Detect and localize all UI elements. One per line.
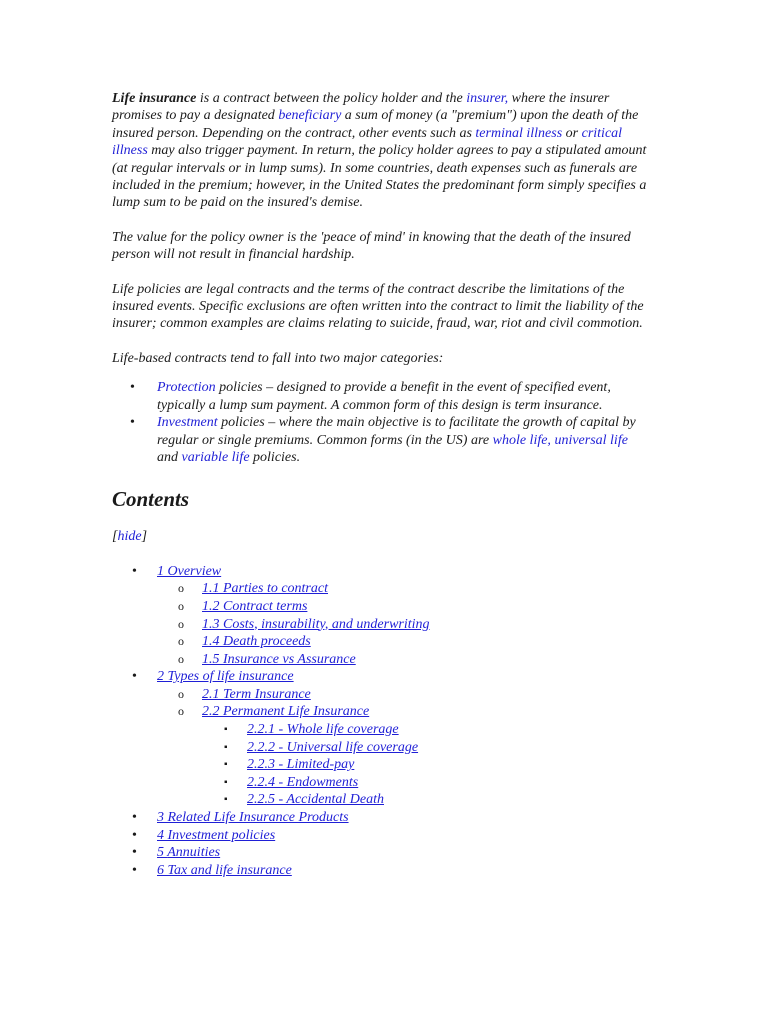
article-body: [112, 90, 652, 879]
hide-toc-link[interactable]: hide: [117, 529, 142, 545]
toc-label: Insurance vs Assurance: [223, 651, 356, 667]
toc-number: 6: [157, 862, 164, 878]
link-universal-life[interactable]: universal life: [554, 432, 628, 448]
toc-number: 4: [157, 827, 164, 843]
toc-item: [112, 598, 652, 616]
toc-number: 2: [157, 669, 164, 685]
toc-item: [112, 756, 652, 774]
toc-label: - Whole life coverage: [278, 722, 399, 738]
toc-number: 2.2.1: [247, 722, 275, 738]
toc-item: [112, 774, 652, 792]
toc-item: [112, 580, 652, 598]
toc-number: 1.5: [202, 651, 220, 667]
link-beneficiary[interactable]: beneficiary: [278, 108, 342, 124]
contents-heading: Contents: [112, 487, 190, 512]
toc-label: Annuities: [167, 845, 221, 861]
bracket-close: ]: [141, 529, 148, 545]
toc-number: 2.2.2: [247, 739, 275, 755]
toc-item: [112, 686, 652, 704]
link-terminal-illness[interactable]: terminal illness: [475, 125, 563, 141]
toc-link[interactable]: [157, 845, 220, 860]
toc-item: [112, 668, 652, 686]
toc-item: [112, 616, 652, 634]
toc-item: [112, 721, 652, 739]
toc-link[interactable]: [202, 581, 328, 596]
toc-number: 1.2: [202, 598, 220, 614]
toc-label: Contract terms: [223, 598, 308, 614]
text-span: where the insurer promises to pay a designated: [112, 91, 610, 124]
link-critical-illness[interactable]: critical illness: [112, 125, 623, 159]
toc-link[interactable]: [247, 792, 384, 807]
toc-number: 3: [157, 810, 164, 826]
toc-item: [112, 633, 652, 651]
toc-label: Types of life insurance: [167, 669, 294, 685]
toc-number: 1: [157, 563, 164, 579]
toc-label: - Limited-pay: [278, 757, 355, 773]
toc-number: 1.3: [202, 616, 220, 632]
toc-label: Investment policies: [167, 827, 276, 843]
toc-label: Related Life Insurance Products: [167, 810, 349, 826]
toc-link[interactable]: [157, 863, 292, 878]
toc-label: Parties to contract: [223, 581, 328, 597]
toc-label: - Universal life coverage: [278, 739, 419, 755]
text-span: a sum of money (a "premium") upon the death of the insured person. Depending on the contract, other events such as: [112, 108, 639, 141]
toc-label: Costs, insurability, and underwriting: [223, 616, 430, 632]
toc-label: Death proceeds: [223, 634, 311, 650]
value-paragraph: The value for the policy owner is the 'peace of mind' in knowing that the death of the insured person will not result in financial hardship.: [112, 229, 631, 263]
text-span: policies.: [249, 449, 301, 465]
category-list: [112, 379, 652, 466]
text-span: or: [562, 125, 582, 141]
list-item-protection: [112, 379, 652, 414]
toc-link[interactable]: [157, 828, 275, 843]
toc-item: [112, 703, 652, 721]
policies-paragraph: Life policies are legal contracts and the terms of the contract describe the limitations of the insured events. Specific exclusions are often written into the contract to limit the liability of the insurer; common examples are claims relating to suicide, fraud, war, riot and civil commotion.: [112, 281, 644, 332]
toc-link[interactable]: [202, 599, 307, 614]
term-life-insurance: Life insurance: [112, 91, 197, 106]
toc-label: Permanent Life Insurance: [223, 704, 370, 720]
toc-number: 2.2.4: [247, 774, 275, 790]
toc-item: [112, 827, 652, 845]
toc-item: [112, 563, 652, 581]
toc-link[interactable]: [202, 634, 311, 649]
text-span: may also trigger payment. In return, the policy holder agrees to pay a stipulated amount (at regular intervals or in lump sums). In some countries, death expenses such as funerals are included in the premium; however, in the United States the predominant form simply specifies a lump sum to be paid on the insured's demise.: [112, 143, 647, 211]
text-span: policies – designed to provide a benefit in the event of specified event, typically a lump sum payment. A common form of this design is term insurance.: [157, 380, 611, 413]
toc-item: [112, 809, 652, 827]
list-item-investment: [112, 414, 652, 466]
toc-number: 2.1: [202, 686, 220, 702]
toc-item: [112, 739, 652, 757]
table-of-contents: [112, 563, 652, 880]
toc-link[interactable]: [247, 722, 399, 737]
bracket-open: [: [112, 529, 118, 545]
link-investment[interactable]: Investment: [157, 415, 218, 431]
link-whole-life[interactable]: whole life,: [492, 432, 551, 448]
link-variable-life[interactable]: variable life: [181, 449, 250, 465]
toc-number: 1.1: [202, 581, 220, 597]
toc-number: 2.2.5: [247, 792, 275, 808]
toc-number: 2.2: [202, 704, 220, 720]
toc-link[interactable]: [247, 775, 358, 790]
toc-link[interactable]: [202, 687, 311, 702]
toc-label: - Accidental Death: [278, 792, 384, 808]
toc-label: Term Insurance: [223, 686, 311, 702]
link-protection[interactable]: Protection: [157, 380, 216, 396]
toc-link[interactable]: [202, 704, 369, 719]
toc-label: Tax and life insurance: [167, 862, 292, 878]
toc-link[interactable]: [157, 810, 349, 825]
toc-number: 5: [157, 845, 164, 861]
text-span: is a contract between the policy holder and the: [196, 91, 467, 106]
text-span: policies – where the main objective is to facilitate the growth of capital by regular or single premiums. Common forms (in the US) are: [157, 415, 636, 448]
categories-intro: Life-based contracts tend to fall into two major categories:: [112, 350, 444, 366]
toc-number: 2.2.3: [247, 757, 275, 773]
toc-link[interactable]: [157, 564, 221, 579]
text-span: and: [157, 449, 182, 465]
toc-item: [112, 651, 652, 669]
link-insurer[interactable]: insurer,: [466, 91, 509, 106]
toc-item: [112, 862, 652, 880]
toc-label: - Endowments: [278, 774, 359, 790]
toc-item: [112, 791, 652, 809]
toc-link[interactable]: [247, 740, 418, 755]
toc-link[interactable]: [157, 669, 294, 684]
intro-paragraph: [112, 90, 652, 212]
toc-number: 1.4: [202, 634, 220, 650]
toc-label: Overview: [167, 563, 222, 579]
toc-link[interactable]: [202, 617, 430, 632]
toc-link[interactable]: [202, 652, 356, 667]
toc-link[interactable]: [247, 757, 354, 772]
hide-toggle-line: [112, 528, 652, 545]
toc-item: [112, 844, 652, 862]
